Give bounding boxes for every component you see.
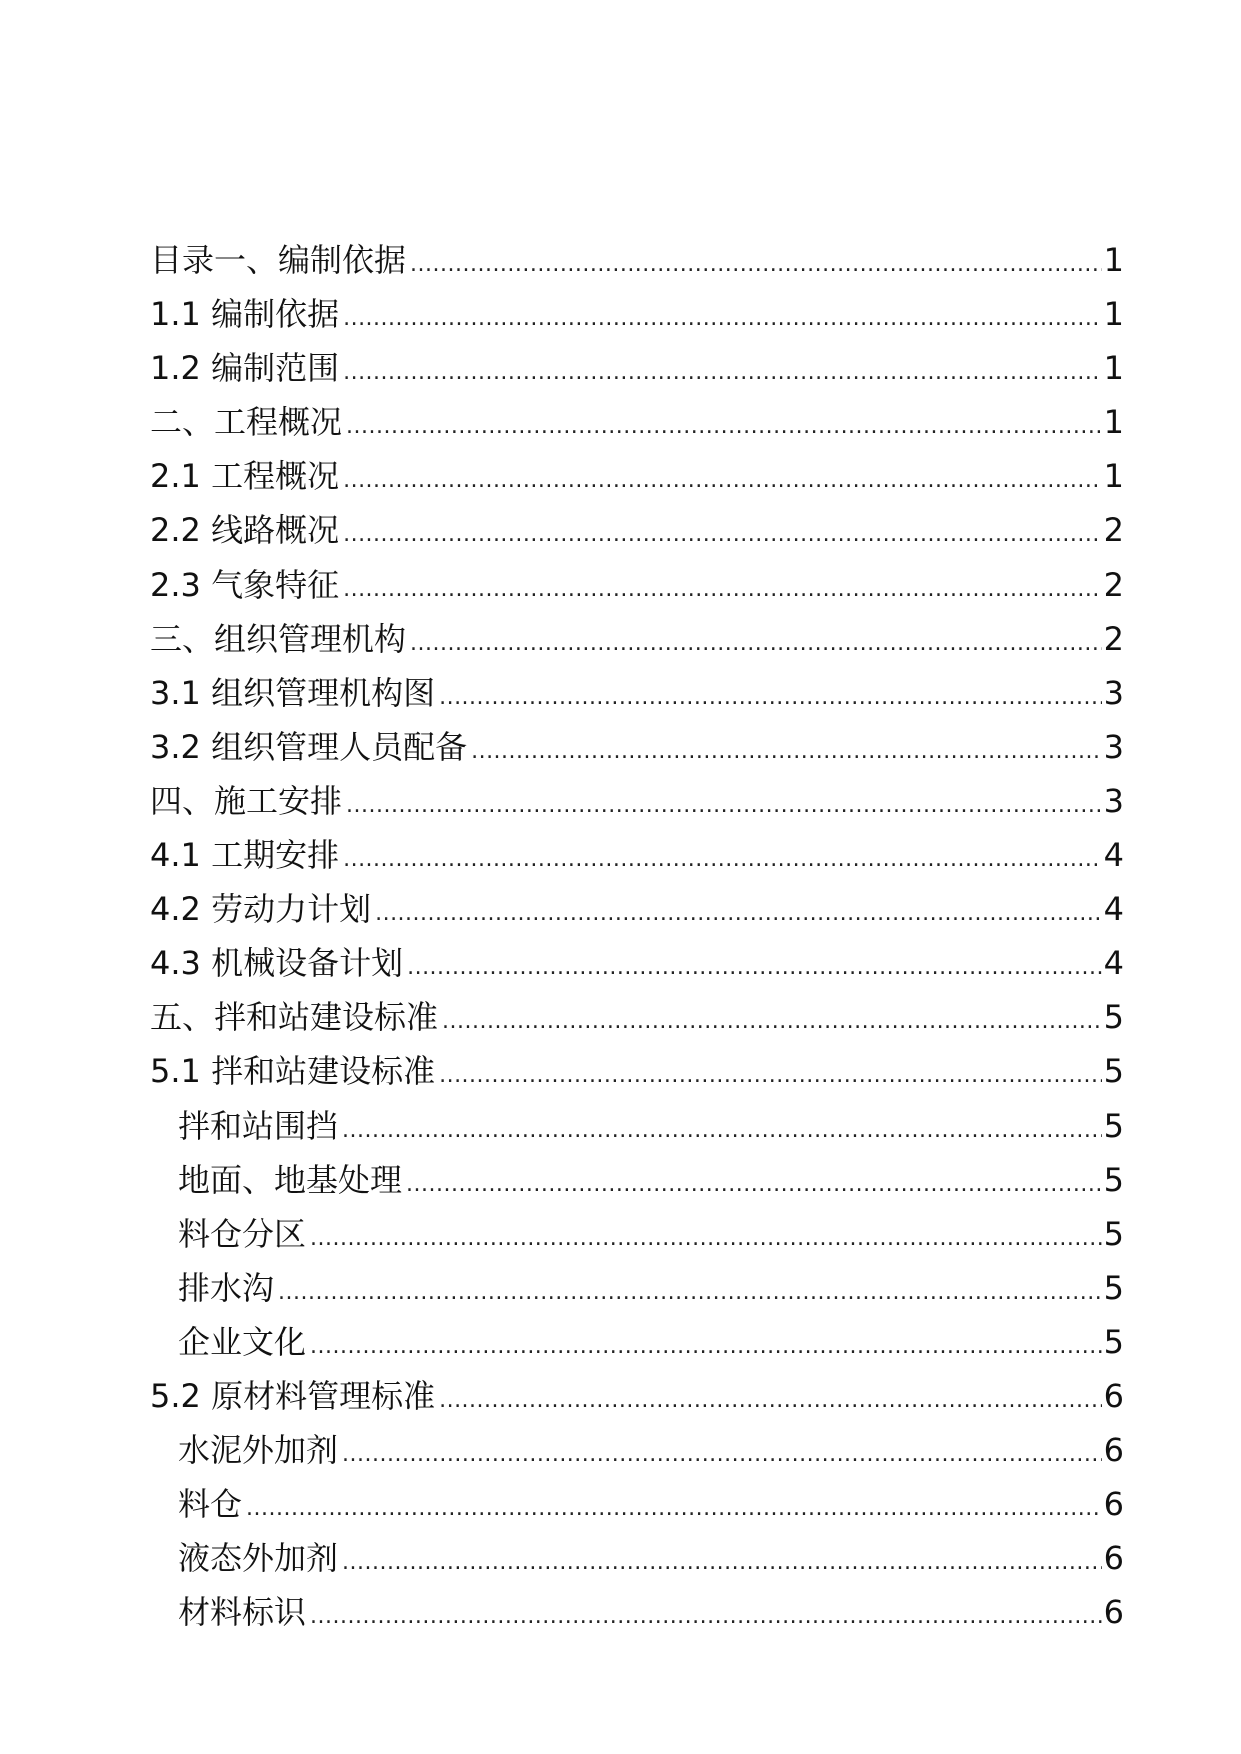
toc-leader-dots	[343, 346, 1102, 400]
toc-leader-dots	[342, 1536, 1102, 1590]
toc-entry-title: 2.1 工程概况	[150, 457, 340, 496]
toc-entry-title: 5.1 拌和站建设标准	[150, 1052, 436, 1091]
toc-entry-title: 5.2 原材料管理标准	[150, 1376, 436, 1415]
toc-entry[interactable]	[150, 936, 1124, 990]
toc-subentry[interactable]	[150, 1099, 1124, 1153]
toc-leader-dots	[410, 238, 1102, 292]
toc-subentry[interactable]	[150, 1153, 1124, 1207]
toc-entry-title: 液态外加剂	[178, 1539, 339, 1578]
toc-entry-page: 6	[1103, 1431, 1124, 1470]
toc-entry-page: 5	[1103, 1214, 1124, 1253]
toc-leader-dots	[439, 671, 1102, 725]
toc-leader-dots	[346, 779, 1102, 833]
toc-entry[interactable]	[150, 341, 1124, 395]
toc-leader-dots	[346, 400, 1102, 454]
toc-entry-page: 5	[1103, 1106, 1124, 1145]
toc-entry-title: 4.1 工期安排	[150, 836, 340, 875]
toc-entry-page: 6	[1103, 1539, 1124, 1578]
toc-leader-dots	[343, 508, 1102, 562]
toc-subentry[interactable]	[150, 1531, 1124, 1585]
toc-entry[interactable]	[150, 1369, 1124, 1423]
toc-leader-dots	[442, 995, 1102, 1049]
toc-entry[interactable]	[150, 233, 1124, 287]
toc-entry-page: 1	[1103, 457, 1124, 496]
toc-entry-page: 4	[1103, 890, 1124, 929]
toc-leader-dots	[310, 1590, 1102, 1644]
toc-leader-dots	[343, 292, 1102, 346]
toc-subentry[interactable]	[150, 1585, 1124, 1639]
toc-entry-title: 四、施工安排	[150, 781, 343, 820]
toc-entry-title: 料仓分区	[178, 1214, 307, 1253]
toc-leader-dots	[406, 1158, 1102, 1212]
toc-entry-page: 2	[1103, 511, 1124, 550]
toc-leader-dots	[407, 941, 1102, 995]
toc-entry-page: 5	[1103, 998, 1124, 1037]
toc-leader-dots	[375, 887, 1102, 941]
toc-entry-title: 排水沟	[178, 1268, 275, 1307]
toc-entry[interactable]	[150, 828, 1124, 882]
toc-leader-dots	[278, 1266, 1102, 1320]
toc-entry[interactable]	[150, 1044, 1124, 1098]
toc-leader-dots	[342, 1428, 1102, 1482]
toc-leader-dots	[471, 725, 1102, 779]
toc-subentry[interactable]	[150, 1207, 1124, 1261]
toc-entry-title: 3.2 组织管理人员配备	[150, 727, 468, 766]
toc-entry-title: 地面、地基处理	[178, 1160, 403, 1199]
toc-entry[interactable]	[150, 882, 1124, 936]
toc-entry-title: 目录一、编制依据	[150, 241, 407, 279]
toc-entry-page: 3	[1103, 673, 1124, 712]
table-of-contents	[150, 233, 1124, 1639]
toc-entry-title: 4.2 劳动力计划	[150, 890, 372, 929]
toc-entry-page: 6	[1103, 1593, 1124, 1632]
toc-entry-title: 二、工程概况	[150, 403, 343, 442]
toc-entry-page: 5	[1103, 1322, 1124, 1361]
toc-entry[interactable]	[150, 287, 1124, 341]
toc-entry-title: 3.1 组织管理机构图	[150, 673, 436, 712]
toc-entry-title: 企业文化	[178, 1322, 307, 1361]
toc-leader-dots	[246, 1482, 1102, 1536]
toc-entry-page: 1	[1103, 403, 1124, 442]
toc-entry-title: 2.3 气象特征	[150, 565, 340, 604]
toc-subentry[interactable]	[150, 1423, 1124, 1477]
toc-entry[interactable]	[150, 449, 1124, 503]
toc-entry-page: 4	[1103, 944, 1124, 983]
toc-leader-dots	[439, 1049, 1102, 1103]
toc-leader-dots	[342, 1104, 1102, 1158]
toc-entry[interactable]	[150, 503, 1124, 557]
toc-entry-page: 2	[1103, 565, 1124, 604]
toc-leader-dots	[343, 833, 1102, 887]
toc-entry-title: 料仓	[178, 1485, 243, 1524]
toc-entry-title: 1.2 编制范围	[150, 349, 340, 388]
toc-subentry[interactable]	[150, 1315, 1124, 1369]
toc-entry[interactable]	[150, 612, 1124, 666]
toc-leader-dots	[439, 1374, 1102, 1428]
toc-entry[interactable]	[150, 558, 1124, 612]
toc-entry-page: 4	[1103, 836, 1124, 875]
toc-entry[interactable]	[150, 395, 1124, 449]
toc-entry-page: 5	[1103, 1160, 1124, 1199]
toc-leader-dots	[343, 454, 1102, 508]
toc-entry-page: 5	[1103, 1052, 1124, 1091]
toc-entry[interactable]	[150, 774, 1124, 828]
toc-entry-title: 4.3 机械设备计划	[150, 944, 404, 983]
toc-entry-page: 1	[1103, 241, 1124, 279]
toc-entry-page: 3	[1103, 781, 1124, 820]
toc-entry-page: 2	[1103, 619, 1124, 658]
toc-entry-title: 材料标识	[178, 1593, 307, 1632]
toc-subentry[interactable]	[150, 1477, 1124, 1531]
toc-entry-title: 水泥外加剂	[178, 1431, 339, 1470]
toc-entry[interactable]	[150, 666, 1124, 720]
toc-leader-dots	[310, 1320, 1102, 1374]
toc-entry[interactable]	[150, 990, 1124, 1044]
toc-entry-title: 拌和站围挡	[178, 1106, 339, 1145]
toc-entry-page: 6	[1103, 1376, 1124, 1415]
toc-entry-title: 1.1 编制依据	[150, 295, 340, 334]
toc-entry[interactable]	[150, 720, 1124, 774]
toc-leader-dots	[310, 1212, 1102, 1266]
toc-entry-title: 五、拌和站建设标准	[150, 998, 439, 1037]
toc-entry-page: 3	[1103, 727, 1124, 766]
toc-leader-dots	[343, 563, 1102, 617]
toc-subentry[interactable]	[150, 1261, 1124, 1315]
toc-entry-title: 三、组织管理机构	[150, 619, 407, 658]
toc-entry-page: 6	[1103, 1485, 1124, 1524]
toc-entry-title: 2.2 线路概况	[150, 511, 340, 550]
toc-entry-page: 1	[1103, 295, 1124, 334]
toc-entry-page: 5	[1103, 1268, 1124, 1307]
toc-leader-dots	[410, 617, 1102, 671]
toc-entry-page: 1	[1103, 349, 1124, 388]
